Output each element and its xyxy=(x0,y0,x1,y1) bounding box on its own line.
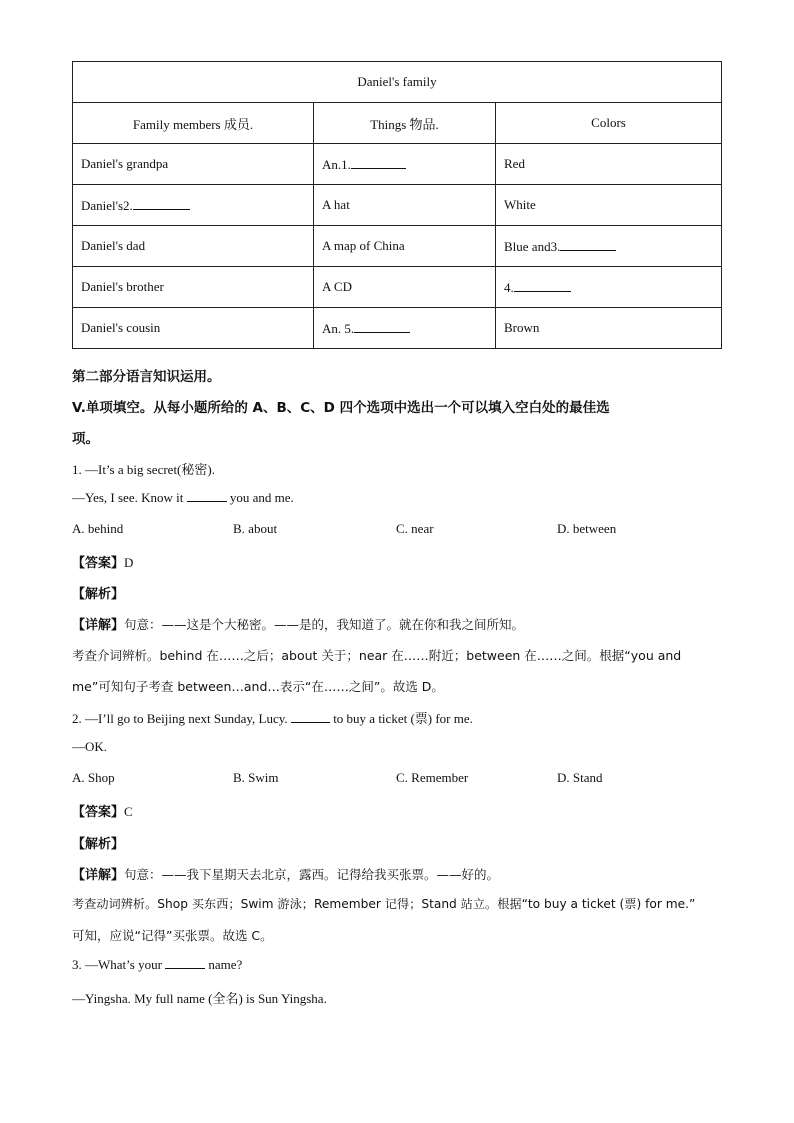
table-row xyxy=(73,185,722,226)
q2-option-d: D. Stand xyxy=(557,770,603,785)
q2-answer xyxy=(72,801,133,820)
q1-option-d: D. between xyxy=(557,521,617,536)
daniels-family-table xyxy=(72,61,722,349)
cell-member: Daniel's dad xyxy=(73,226,314,267)
q2-detail xyxy=(72,864,499,883)
q1-option-a: A. behind xyxy=(72,521,124,536)
table-row xyxy=(73,144,722,185)
answer-blank xyxy=(560,238,616,251)
cell-text: Blue and3. xyxy=(504,238,561,254)
q2-blank xyxy=(291,711,330,723)
cell-text: 4. xyxy=(504,279,514,295)
header-things: Things 物品. xyxy=(314,103,496,144)
q3-stem-text: 3. —What’s your xyxy=(72,957,166,972)
detail-text: 句意：——这是个大秘密。——是的，我知道了。就在你和我之间所知。 xyxy=(124,617,525,632)
cell-thing: A CD xyxy=(314,267,496,308)
cell-thing: A hat xyxy=(314,185,496,226)
header-members: Family members 成员. xyxy=(73,103,314,144)
header-colors: Colors xyxy=(496,103,722,144)
part-title: 第二部分语言知识运用。 xyxy=(72,369,221,385)
cell-member: Daniel's grandpa xyxy=(73,144,314,185)
q1-stem-line-2 xyxy=(72,490,294,506)
table-title: Daniel's family xyxy=(73,62,722,103)
cell-thing xyxy=(314,144,496,185)
cell-member: Daniel's cousin xyxy=(73,308,314,349)
instruction-line-2: 项。 xyxy=(72,431,99,447)
cell-color xyxy=(496,226,722,267)
q3-stem-text-end: name? xyxy=(205,957,243,972)
table-row xyxy=(73,267,722,308)
detail-tag: 【详解】 xyxy=(72,868,125,883)
cell-thing xyxy=(314,308,496,349)
q3-stem-line-2: —Yingsha. My full name (全名) is Sun Yingsha. xyxy=(72,991,327,1006)
q2-stem-text: 2. —I’ll go to Beijing next Sunday, Lucy. xyxy=(72,711,291,726)
cell-text: An. 5. xyxy=(322,320,355,336)
cell-color xyxy=(496,267,722,308)
table-row xyxy=(73,308,722,349)
q2-analysis-tag: 【解析】 xyxy=(72,837,125,852)
q1-stem-line-1: 1. —It’s a big secret(秘密). xyxy=(72,462,215,477)
q1-option-c: C. near xyxy=(396,521,434,536)
q1-analysis-tag: 【解析】 xyxy=(72,587,125,602)
q2-option-b: B. Swim xyxy=(233,770,279,785)
q2-stem-line-2: —OK. xyxy=(72,739,108,754)
cell-thing: A map of China xyxy=(314,226,496,267)
answer-value: C xyxy=(124,804,133,819)
q2-option-c: C. Remember xyxy=(396,770,469,785)
q3-stem-line-1 xyxy=(72,957,242,973)
q1-option-b: B. about xyxy=(233,521,278,536)
table-row xyxy=(73,226,722,267)
instruction-line-1: V.单项填空。从每小题所给的 A、B、C、D 四个选项中选出一个可以填入空白处的最佳选 xyxy=(72,400,610,416)
answer-blank xyxy=(133,197,190,210)
q3-blank xyxy=(165,957,205,969)
q1-stem-text-end: you and me. xyxy=(226,490,294,505)
table-header-row xyxy=(73,103,722,144)
cell-color: White xyxy=(496,185,722,226)
q1-explain-line-1: 考查介词辨析。behind 在……之后；about 关于；near 在……附近；between 在……之间。根据“you and xyxy=(72,648,682,663)
answer-blank xyxy=(351,156,406,169)
detail-tag: 【详解】 xyxy=(72,618,125,633)
cell-color: Brown xyxy=(496,308,722,349)
answer-value: D xyxy=(124,555,134,570)
cell-member: Daniel's brother xyxy=(73,267,314,308)
answer-tag: 【答案】 xyxy=(72,556,125,571)
q2-explain-line-2: 可知，应说“记得”买张票。故选 C。 xyxy=(72,928,273,943)
table-title-row xyxy=(73,62,722,103)
q2-stem-text-end: to buy a ticket (票) for me. xyxy=(329,711,473,726)
cell-member xyxy=(73,185,314,226)
q1-blank xyxy=(187,490,227,502)
answer-blank xyxy=(354,320,410,333)
q2-stem-line-1 xyxy=(72,708,473,727)
q1-stem-text: —Yes, I see. Know it xyxy=(72,490,187,505)
q2-option-a: A. Shop xyxy=(72,770,115,785)
q1-detail xyxy=(72,614,524,633)
q1-answer xyxy=(72,552,133,571)
q2-explain-line-1: 考查动词辨析。Shop 买东西；Swim 游泳；Remember 记得；Stand 站立。根据“to buy a ticket (票) for me.” xyxy=(72,897,696,911)
answer-tag: 【答案】 xyxy=(72,805,125,820)
cell-text: An.1. xyxy=(322,156,351,172)
q1-explain-line-2: me”可知句子考查 between…and…表示“在……之间”。故选 D。 xyxy=(72,679,444,694)
answer-blank xyxy=(514,279,571,292)
detail-text: 句意：——我下星期天去北京，露西。记得给我买张票。——好的。 xyxy=(124,867,500,882)
cell-color: Red xyxy=(496,144,722,185)
cell-text: Daniel's2. xyxy=(81,197,133,213)
